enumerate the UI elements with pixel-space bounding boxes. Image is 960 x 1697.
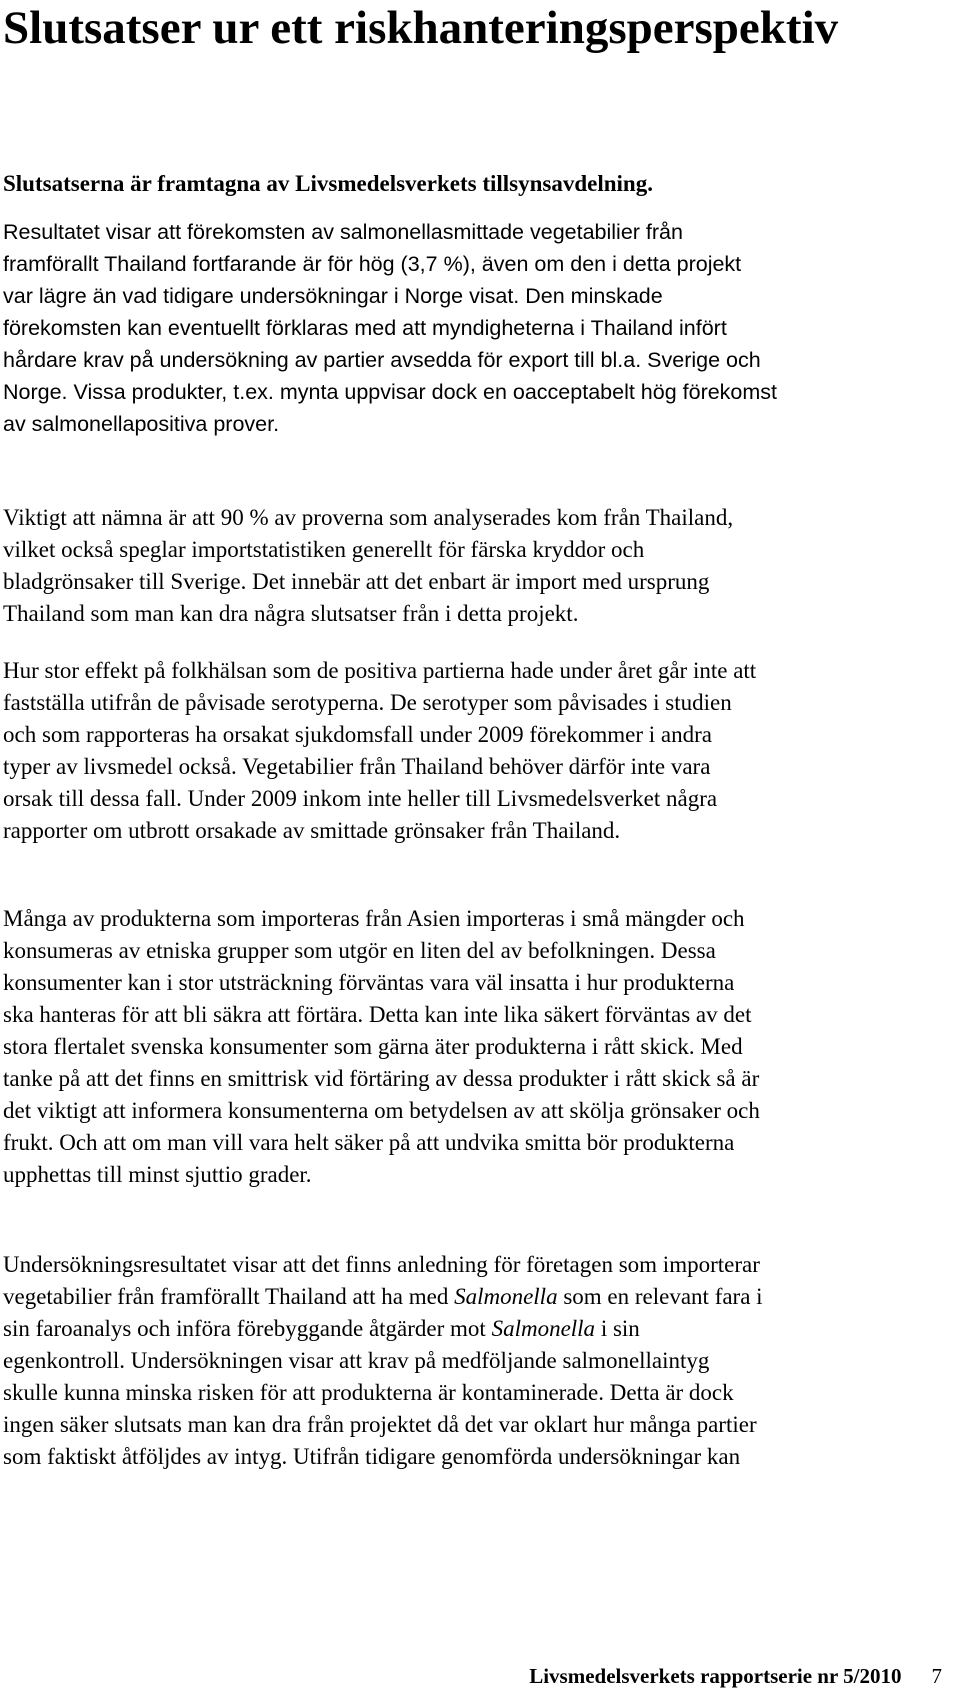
text-line: Många av produkterna som importeras från Asien importeras i små mängder och (3, 906, 745, 931)
text-line: hårdare krav på undersökning av partier avsedda för export till bl.a. Sverige och (3, 348, 761, 372)
text-line: typer av livsmedel också. Vegetabilier från Thailand behöver därför inte vara (3, 754, 711, 779)
text-line: konsumeras av etniska grupper som utgör en liten del av befolkningen. Dessa (3, 938, 716, 963)
text-line-mixed (3, 1313, 943, 1345)
paragraph-1 (3, 216, 943, 440)
text-segment: Den minskade (519, 284, 663, 308)
text-line: egenkontroll. Undersökningen visar att krav på medföljande salmonellaintyg (3, 1348, 710, 1373)
text-line: bladgrönsaker till Sverige. Det innebär att det enbart är import med ursprung (3, 569, 710, 594)
paragraph-4 (3, 903, 943, 1191)
text-line: Resultatet visar att förekomsten av salmonellasmittade vegetabilier från (3, 220, 683, 244)
paragraph-5 (3, 1249, 943, 1473)
text-line: frukt. Och att om man vill vara helt säker på att undvika smitta bör produkterna (3, 1130, 735, 1155)
italic-term: Salmonella (454, 1284, 558, 1309)
text-line: Thailand som man kan dra några slutsatser från i detta projekt. (3, 601, 579, 626)
text-line: det viktigt att informera konsumenterna om betydelsen av att skölja grönsaker och (3, 1098, 760, 1123)
lead-paragraph: Slutsatserna är framtagna av Livsmedelsverkets tillsynsavdelning. (3, 171, 653, 196)
text-segment: som en relevant fara i (557, 1284, 763, 1309)
text-line: tanke på att det finns en smittrisk vid förtäring av dessa produkter i rått skick så är (3, 1066, 760, 1091)
paragraph-3 (3, 655, 943, 847)
text-segment: var lägre än vad tidigare undersökningar i Norge visat. (3, 284, 520, 308)
text-line: fastställa utifrån de påvisade serotyperna. De serotyper som påvisades i studien (3, 690, 732, 715)
text-line: vilket också speglar importstatistiken generellt för färska kryddor och (3, 537, 645, 562)
text-line-mixed (3, 280, 943, 312)
text-segment: vegetabilier från framförallt Thailand att ha med (3, 1284, 455, 1309)
text-line: rapporter om utbrott orsakade av smittade grönsaker från Thailand. (3, 818, 621, 843)
page-number: 7 (931, 1664, 942, 1688)
text-line: Undersökningsresultatet visar att det finns anledning för företagen som importerar (3, 1252, 760, 1277)
text-line: Viktigt att nämna är att 90 % av proverna som analyserades kom från Thailand, (3, 505, 734, 530)
text-line: förekomsten kan eventuellt förklaras med att myndigheterna i Thailand infört (3, 316, 727, 340)
text-line: upphettas till minst sjuttio grader. (3, 1162, 312, 1187)
text-segment: i sin (595, 1316, 640, 1341)
text-line: stora flertalet svenska konsumenter som gärna äter produkterna i rått skick. Med (3, 1034, 743, 1059)
page-heading: Slutsatser ur ett riskhanteringsperspektiv (3, 2, 839, 54)
paragraph-2 (3, 502, 943, 630)
text-line: skulle kunna minska risken för att produkterna är kontaminerade. Detta är dock (3, 1380, 734, 1405)
italic-term: Salmonella (491, 1316, 596, 1341)
text-line: konsumenter kan i stor utsträckning förväntas vara väl insatta i hur produkterna (3, 970, 735, 995)
text-line: ska hanteras för att bli säkra att förtära. Detta kan inte lika säkert förväntas av det (3, 1002, 752, 1027)
text-line: orsak till dessa fall. Under 2009 inkom inte heller till Livsmedelsverket några (3, 786, 718, 811)
text-line: Norge. Vissa produkter, t.ex. mynta uppvisar dock en oacceptabelt hög förekomst (3, 380, 778, 404)
text-line: ingen säker slutsats man kan dra från projektet då det var oklart hur många partier (3, 1412, 757, 1437)
text-line: Hur stor effekt på folkhälsan som de positiva partierna hade under året går inte att (3, 658, 757, 683)
text-line: som faktiskt åtföljdes av intyg. Utifrån tidigare genomförda undersökningar kan (3, 1444, 741, 1469)
text-line-mixed (3, 1281, 943, 1313)
text-line: och som rapporteras ha orsakat sjukdomsfall under 2009 förekommer i andra (3, 722, 712, 747)
text-line: framförallt Thailand fortfarande är för hög (3,7 %), även om den i detta projekt (3, 252, 742, 276)
page-footer (529, 1663, 942, 1689)
text-line: av salmonellapositiva prover. (3, 412, 280, 436)
report-series: Livsmedelsverkets rapportserie nr 5/2010 (529, 1664, 902, 1688)
text-segment: sin faroanalys och införa förebyggande åtgärder mot (3, 1316, 492, 1341)
